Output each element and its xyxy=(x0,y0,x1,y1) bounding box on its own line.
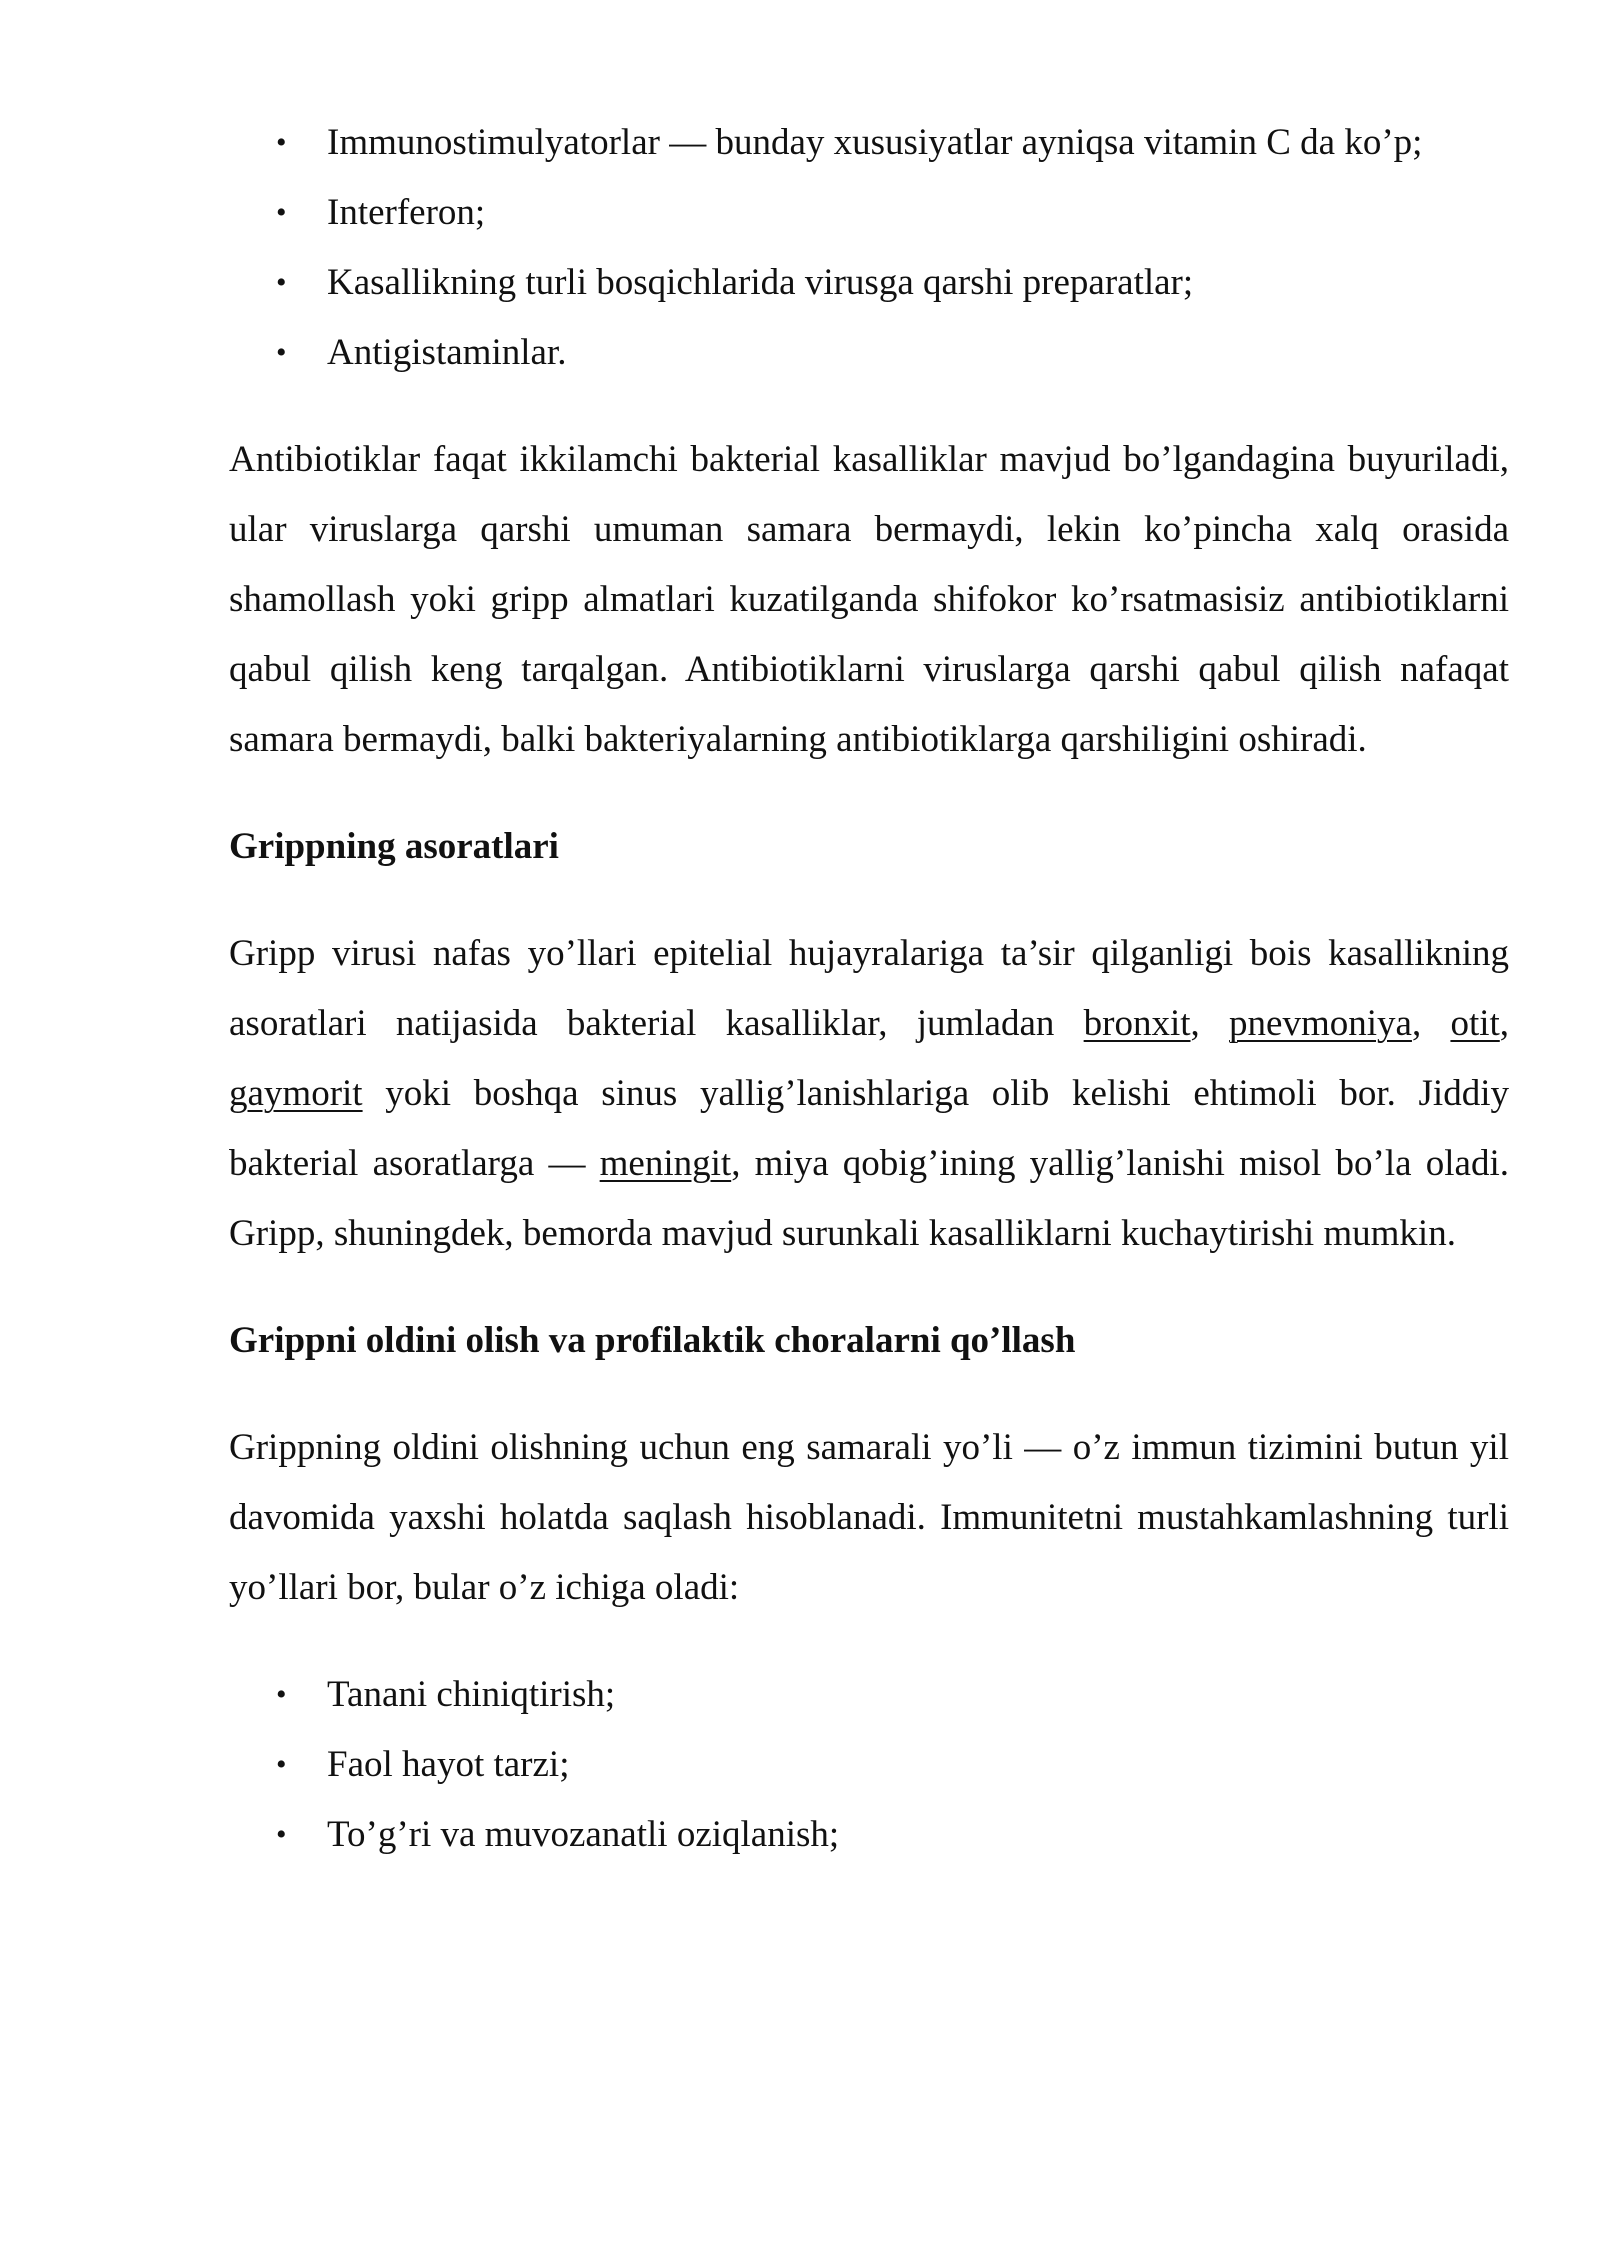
bullet-icon: • xyxy=(276,196,287,229)
paragraph-text: Gripp virusi nafas yo’llari epitelial hujayralariga ta’sir qilganligi bois kasallikning asoratlari natijasida bakterial kasalliklar, jumladan xyxy=(229,933,1509,1044)
medication-list xyxy=(229,108,1509,388)
list-item-text: Interferon; xyxy=(327,192,486,233)
list-item xyxy=(229,108,1509,178)
section-heading-complications: Grippning asoratlari xyxy=(229,826,559,867)
paragraph-text: , xyxy=(1190,1003,1230,1044)
list-item xyxy=(229,248,1509,318)
bullet-icon: • xyxy=(276,336,287,369)
link-bronxit[interactable]: bronxit xyxy=(1083,1003,1191,1044)
list-item xyxy=(229,1800,1509,1870)
list-item-text: Faol hayot tarzi; xyxy=(327,1744,570,1785)
paragraph-text: , miya qobig’ining yallig’lanishi misol bo’la oladi. Gripp, shuningdek, bemorda mavjud surunkali kasalliklarni kuchaytirishi mumkin. xyxy=(229,1143,1509,1254)
document-page xyxy=(229,108,1509,1870)
list-item xyxy=(229,1660,1509,1730)
section-heading-prevention: Grippni oldini olish va profilaktik choralarni qo’llash xyxy=(229,1320,1076,1361)
bullet-icon: • xyxy=(276,1748,287,1781)
list-item-text: Tanani chiniqtirish; xyxy=(327,1674,616,1715)
immunity-list xyxy=(229,1660,1509,1870)
prevention-paragraph: Grippning oldini olishning uchun eng samarali yo’li — o’z immun tizimini butun yil davomida yaxshi holatda saqlash hisoblanadi. Immunitetni mustahkamlashning turli yo’llari bor, bular o’z ichiga oladi: xyxy=(229,1427,1509,1608)
bullet-icon: • xyxy=(276,1818,287,1851)
link-gaymorit[interactable]: gaymorit xyxy=(229,1073,363,1114)
bullet-icon: • xyxy=(276,126,287,159)
list-item xyxy=(229,1730,1509,1800)
complications-paragraph xyxy=(229,919,1509,1269)
list-item-text: Kasallikning turli bosqichlarida virusga qarshi preparatlar; xyxy=(327,262,1194,303)
link-pnevmoniya[interactable]: pnevmoniya xyxy=(1229,1003,1412,1044)
bullet-icon: • xyxy=(276,266,287,299)
list-item-text: Immunostimulyatorlar — bunday xususiyatlar ayniqsa vitamin C da ko’p; xyxy=(327,122,1423,163)
paragraph-text: , xyxy=(1499,1003,1510,1044)
paragraph-text: , xyxy=(1411,1003,1451,1044)
link-meningit[interactable]: meningit xyxy=(599,1143,732,1184)
list-item-text: To’g’ri va muvozanatli oziqlanish; xyxy=(327,1814,840,1855)
list-item xyxy=(229,178,1509,248)
list-item xyxy=(229,318,1509,388)
antibiotics-paragraph: Antibiotiklar faqat ikkilamchi bakterial kasalliklar mavjud bo’lgandagina buyuriladi, ular viruslarga qarshi umuman samara bermaydi, lekin ko’pincha xalq orasida shamollash yoki gripp almatlari kuzatilganda shifokor ko’rsatmasisiz antibiotiklarni qabul qilish keng tarqalgan. Antibiotiklarni viruslarga qarshi qabul qilish nafaqat samara bermaydi, balki bakteriyalarning antibiotiklarga qarshiligini oshiradi. xyxy=(229,439,1509,760)
link-otit[interactable]: otit xyxy=(1450,1003,1500,1044)
list-item-text: Antigistaminlar. xyxy=(327,332,567,373)
paragraph-text: yoki boshqa sinus yallig’lanishlariga olib kelishi ehtimoli bor. Jiddiy bakterial asoratlarga — xyxy=(229,1073,1509,1184)
bullet-icon: • xyxy=(276,1678,287,1711)
